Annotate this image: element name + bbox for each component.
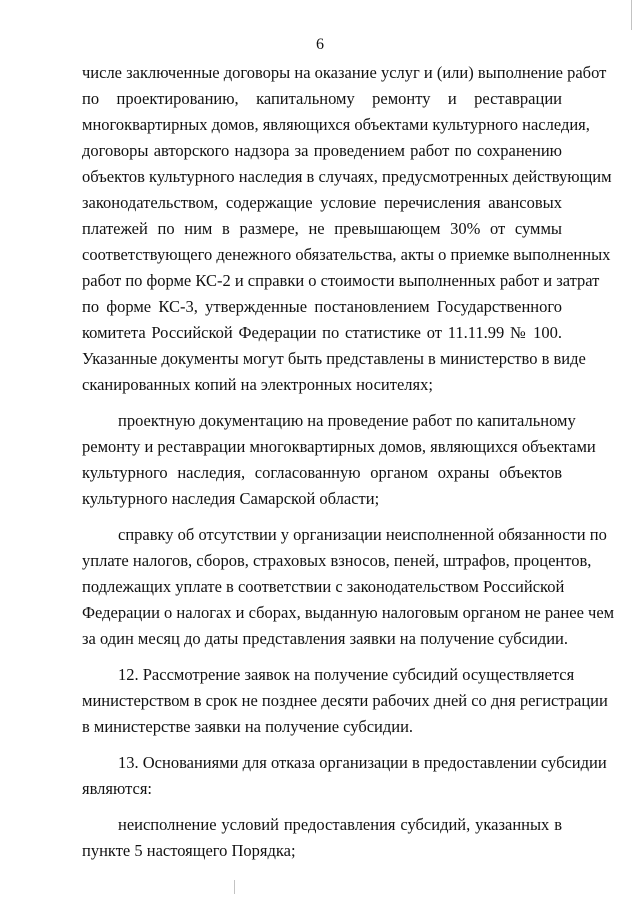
text-line: в министерстве заявки на получение субсидии. — [82, 717, 414, 736]
text-line: пункте 5 настоящего Порядка; — [82, 841, 296, 860]
text-line: 12. Рассмотрение заявок на получение субсидий осуществляется — [118, 665, 575, 684]
text-line: по проектированию, капитальному ремонту и реставрации — [82, 89, 562, 108]
text-line: числе заключенные договоры на оказание услуг и (или) выполнение работ — [82, 63, 607, 82]
scan-artifact — [234, 880, 235, 894]
scan-artifact — [631, 0, 632, 30]
text-line: культурного наследия, согласованную органом охраны объектов — [82, 463, 562, 482]
text-line: законодательством, содержащие условие перечисления авансовых — [82, 193, 562, 212]
document-body — [82, 60, 615, 864]
text-line: объектов культурного наследия в случаях, предусмотренных действующим — [82, 167, 612, 186]
paragraph — [82, 408, 596, 512]
text-line: ремонту и реставрации многоквартирных домов, являющихся объектами — [82, 437, 596, 456]
text-line: проектную документацию на проведение работ по капитальному — [118, 411, 576, 430]
text-line: являются: — [82, 779, 153, 798]
paragraph — [82, 522, 615, 652]
text-line: Указанные документы могут быть представлены в министерство в виде — [82, 349, 586, 368]
text-line: неисполнение условий предоставления субсидий, указанных в — [118, 815, 562, 834]
text-line: подлежащих уплате в соответствии с законодательством Российской — [82, 577, 565, 596]
text-line: 13. Основаниями для отказа организации в предоставлении субсидии — [118, 753, 607, 772]
text-line: Федерации о налогах и сборах, выданную налоговым органом не ранее чем — [82, 603, 615, 622]
text-line: договоры авторского надзора за проведением работ по сохранению — [82, 141, 562, 160]
text-line: справку об отсутствии у организации неисполненной обязанности по — [118, 525, 607, 544]
text-line: культурного наследия Самарской области; — [82, 489, 380, 508]
paragraph — [82, 662, 608, 740]
paragraph — [82, 60, 612, 398]
paragraph — [82, 750, 607, 802]
text-line: соответствующего денежного обязательства, акты о приемке выполненных — [82, 245, 611, 264]
page-number: 6 — [316, 36, 324, 53]
text-line: работ по форме КС-2 и справки о стоимости выполненных работ и затрат — [82, 271, 600, 290]
text-line: министерством в срок не позднее десяти рабочих дней со дня регистрации — [82, 691, 608, 710]
text-line: комитета Российской Федерации по статистике от 11.11.99 № 100. — [82, 323, 562, 342]
text-line: по форме КС-3, утвержденные постановлением Государственного — [82, 297, 562, 316]
text-line: сканированных копий на электронных носителях; — [82, 375, 433, 394]
text-line: за один месяц до даты представления заявки на получение субсидии. — [82, 629, 569, 648]
text-line: платежей по ним в размере, не превышающем 30% от суммы — [82, 219, 562, 238]
paragraph — [82, 812, 562, 864]
text-line: многоквартирных домов, являющихся объектами культурного наследия, — [82, 115, 590, 134]
text-line: уплате налогов, сборов, страховых взносов, пеней, штрафов, процентов, — [82, 551, 592, 570]
